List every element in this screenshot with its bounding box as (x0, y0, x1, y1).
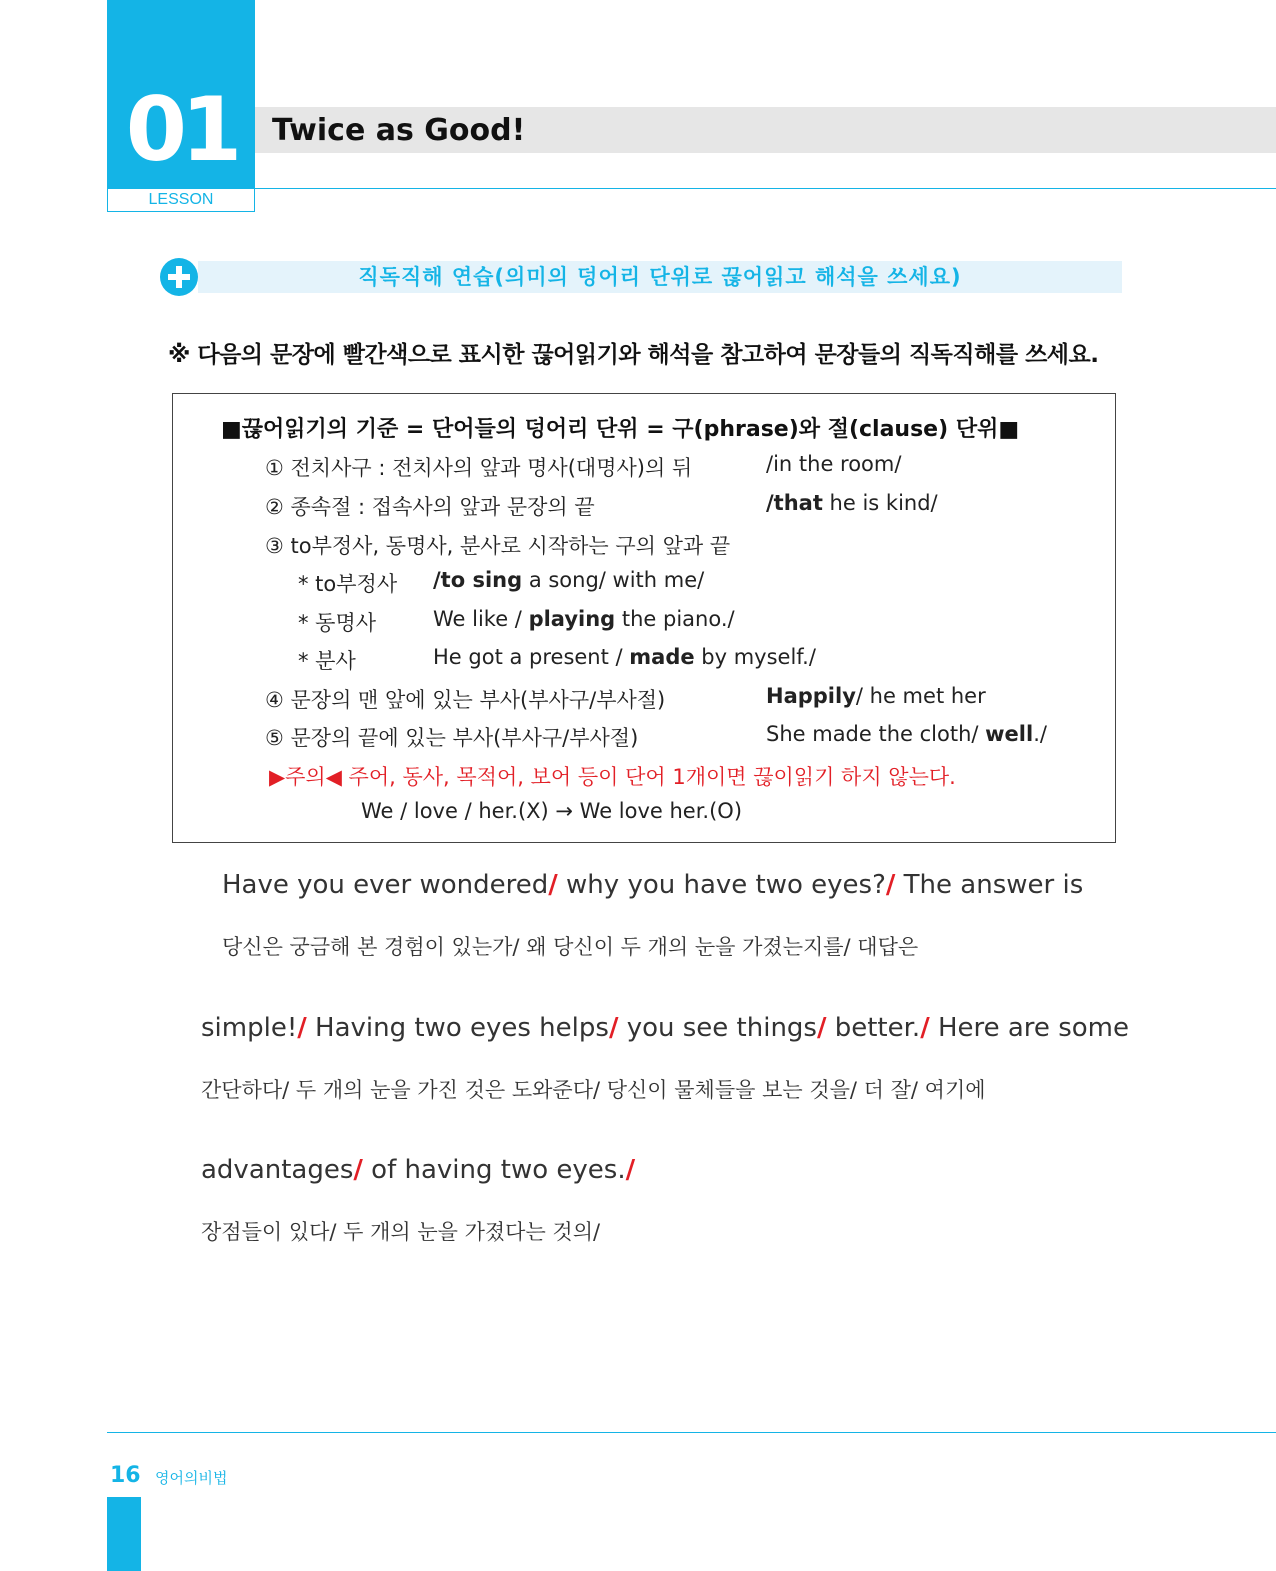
example-text: a song/ with me/ (522, 568, 705, 592)
rule-sub-label: * 동명사 (298, 611, 377, 635)
rule-example (433, 645, 816, 669)
slash-mark: / (548, 870, 558, 900)
passage-chunk: Have you ever wondered (222, 870, 549, 900)
header-divider (255, 188, 1276, 189)
passage-chunk: better. (826, 1013, 921, 1043)
slash-mark: / (297, 1013, 307, 1043)
rule-sub-label: * to부정사 (298, 572, 398, 596)
passage-english-line (201, 1013, 1129, 1043)
passage-chunk: of having two eyes. (362, 1155, 626, 1185)
rule-example (766, 491, 938, 515)
passage-chunk: you see things (618, 1013, 817, 1043)
passage-korean-line: 간단하다/ 두 개의 눈을 가진 것은 도와준다/ 당신이 물체들을 보는 것을/ 더 잘/ 여기에 (201, 1078, 986, 1102)
rule-prepositional-phrase: ① 전치사구 : 전치사의 앞과 명사(대명사)의 뒤 (265, 456, 693, 480)
rule-example (766, 684, 986, 708)
passage-chunk: advantages (201, 1155, 354, 1185)
page-number: 16 (110, 1463, 141, 1488)
rule-note-example: We / love / her.(X) → We love her.(O) (361, 799, 743, 823)
passage-chunk: simple! (201, 1013, 298, 1043)
footer-divider (107, 1432, 1276, 1433)
example-text: by myself./ (694, 645, 816, 669)
example-bold: Happily (766, 684, 856, 708)
rule-example (433, 607, 735, 631)
passage-chunk: why you have two eyes? (557, 870, 886, 900)
footer-accent-block (107, 1497, 141, 1571)
book-title: 영어의비법 (155, 1469, 228, 1487)
slash-mark: / (608, 1013, 619, 1043)
rules-heading: ■끊어읽기의 기준 = 단어들의 덩어리 단위 = 구(phrase)와 절(clause) 단위■ (221, 417, 1020, 442)
example-text: he is kind/ (822, 491, 938, 515)
rules-box (172, 393, 1116, 843)
passage-korean-line: 당신은 궁금해 본 경험이 있는가/ 왜 당신이 두 개의 눈을 가졌는지를/ 대답은 (222, 935, 919, 959)
rule-leading-adverb: ④ 문장의 맨 앞에 있는 부사(부사구/부사절) (265, 688, 666, 712)
rule-note: ▶주의◀ 주어, 동사, 목적어, 보어 등이 단어 1개이면 끊이읽기 하지 않는다. (269, 765, 956, 789)
rule-example (433, 568, 704, 592)
example-bold: playing (528, 607, 616, 631)
passage-chunk: Having two eyes helps (306, 1013, 609, 1043)
rule-example: /in the room/ (766, 452, 902, 476)
example-bold: /that (766, 491, 823, 515)
lesson-title: Twice as Good! (272, 113, 526, 148)
lesson-label: LESSON (107, 188, 255, 212)
rule-trailing-adverb: ⑤ 문장의 끝에 있는 부사(부사구/부사절) (265, 726, 639, 750)
passage-chunk: The answer is (895, 870, 1084, 900)
rule-verbal-phrase: ③ to부정사, 동명사, 분사로 시작하는 구의 앞과 끝 (265, 534, 731, 558)
example-text: the piano./ (615, 607, 735, 631)
lesson-number: 01 (125, 78, 237, 181)
plus-icon (160, 258, 198, 296)
passage-chunk: Here are some (929, 1013, 1129, 1043)
example-text: He got a present / (433, 645, 630, 669)
example-text: / he met her (855, 684, 986, 708)
section-title: 직독직해 연습(의미의 덩어리 단위로 끊어읽고 해석을 쓰세요) (358, 265, 962, 289)
example-text: ./ (1033, 722, 1047, 746)
rule-subordinate-clause: ② 종속절 : 접속사의 앞과 문장의 끝 (265, 495, 595, 519)
example-bold: well (985, 722, 1034, 746)
slash-mark: / (920, 1013, 930, 1043)
instruction-text: ※ 다음의 문장에 빨간색으로 표시한 끊어읽기와 해석을 참고하여 문장들의 직독직해를 쓰세요. (168, 342, 1099, 368)
slash-mark: / (353, 1155, 363, 1185)
slash-mark: / (816, 1013, 827, 1043)
rule-example (766, 722, 1047, 746)
slash-mark: / (885, 870, 896, 900)
example-bold: made (629, 645, 695, 669)
example-text: She made the cloth/ (766, 722, 986, 746)
example-bold: /to sing (433, 568, 523, 592)
passage-english-line (201, 1155, 635, 1185)
rule-sub-label: * 분사 (298, 649, 356, 673)
passage-korean-line: 장점들이 있다/ 두 개의 눈을 가졌다는 것의/ (201, 1220, 601, 1244)
passage-english-line (222, 870, 1083, 900)
slash-mark: / (625, 1155, 636, 1185)
example-text: We like / (433, 607, 529, 631)
